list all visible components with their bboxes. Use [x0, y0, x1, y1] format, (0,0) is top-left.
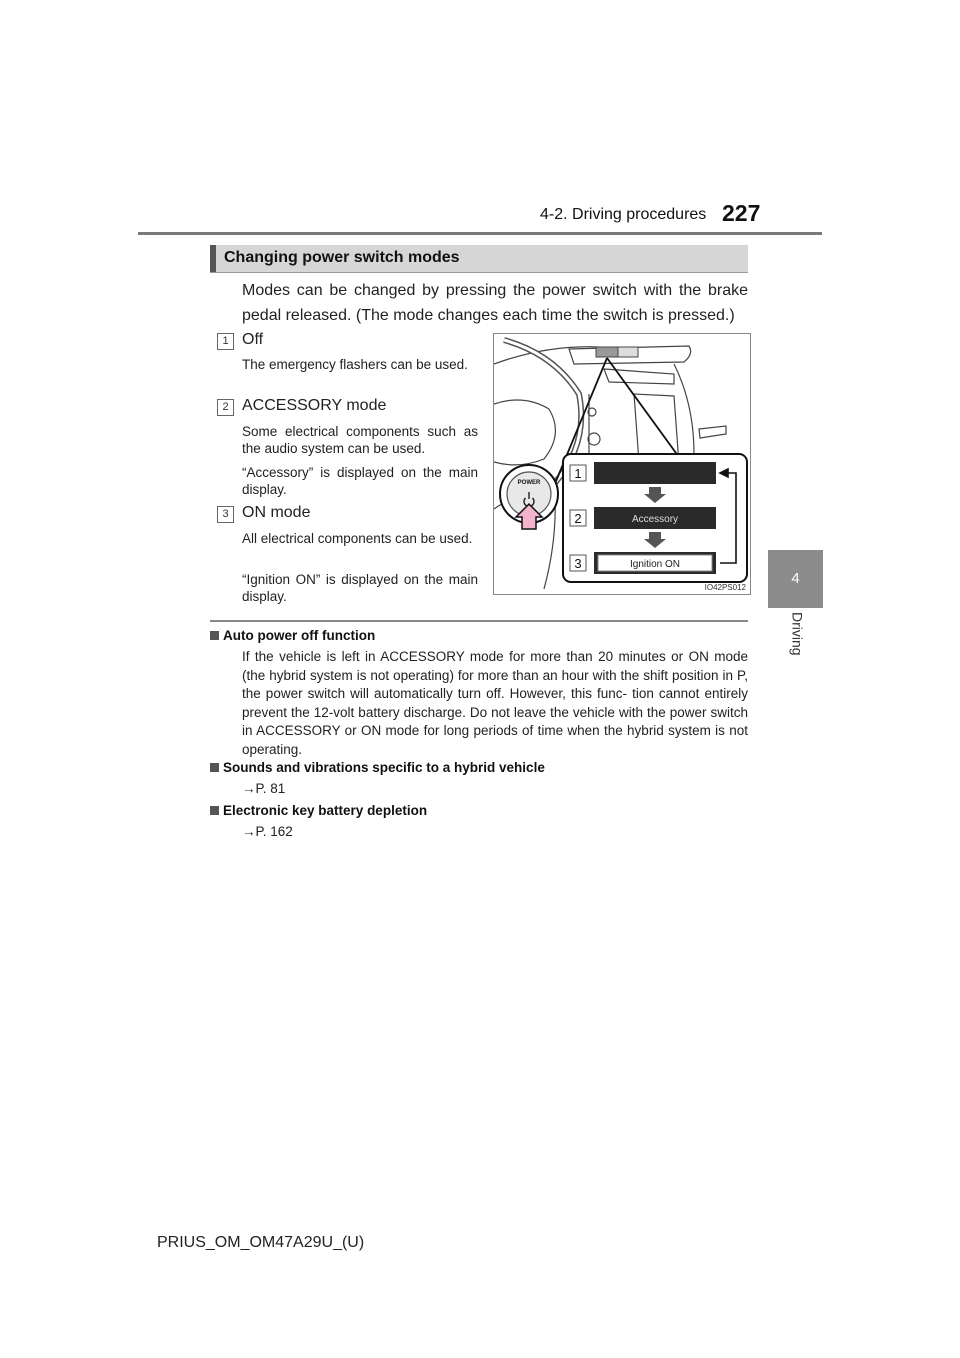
- note-title: Electronic key battery depletion: [223, 803, 428, 818]
- mode-title: Off: [242, 331, 264, 348]
- document-code: PRIUS_OM_OM47A29U_(U): [157, 1234, 365, 1251]
- bullet-square-icon: [210, 631, 219, 640]
- page-reference-link[interactable]: →P. 81: [242, 781, 286, 796]
- header-rule: [138, 232, 822, 235]
- note-heading: [210, 803, 427, 818]
- mode-description: Some electrical components such as the audio system can be used.: [242, 424, 478, 456]
- note-heading: [210, 628, 375, 643]
- callout-number: 1: [574, 466, 582, 481]
- intro-paragraph: Modes can be changed by pressing the power switch with the brake pedal released. (The mode changes each time the switch is pressed.): [242, 282, 748, 324]
- title-accent: [210, 245, 216, 272]
- page-number: 227: [722, 200, 761, 226]
- callout-number: 3: [574, 556, 582, 571]
- chapter-label: Driving: [789, 612, 806, 656]
- mode-title: ON mode: [242, 504, 311, 521]
- mode-number: 2: [217, 399, 234, 416]
- bullet-square-icon: [210, 763, 219, 772]
- section-divider: [210, 620, 748, 622]
- display-highlight: [596, 347, 618, 357]
- power-label: POWER: [517, 480, 541, 486]
- note-title: Auto power off function: [223, 628, 376, 643]
- callout-number: 2: [574, 511, 582, 526]
- note-heading: [210, 760, 545, 775]
- mode-description: All electrical components can be used.: [242, 531, 473, 546]
- mode-number: 1: [217, 333, 234, 350]
- section-title: Changing power switch modes: [224, 249, 460, 266]
- mode-description: The emergency flashers can be used.: [242, 357, 468, 372]
- mode-description: “Accessory” is displayed on the main display.: [242, 465, 478, 497]
- display-accessory-text: Accessory: [631, 514, 679, 525]
- dashboard-drawing: [494, 334, 750, 594]
- power-switch-illustration: [493, 333, 751, 595]
- chapter-tab[interactable]: 4: [768, 550, 823, 608]
- note-body: If the vehicle is left in ACCESSORY mode for more than 20 minutes or ON mode (the hybrid system is not operating) for more than an hour with the shift position in P, the power switch will automatically turn off. However, this func- tion cannot entirely prevent the 12-volt battery discharge. Do not leave the vehicle with the power switch in ACCESSORY or ON mode for long periods of time when the hybrid system is not operating.: [242, 649, 748, 757]
- mode-description: “Ignition ON” is displayed on the main display.: [242, 572, 478, 604]
- image-code: IO42PS012: [704, 583, 746, 592]
- bullet-square-icon: [210, 806, 219, 815]
- display-ignition-text: Ignition ON: [629, 559, 681, 570]
- page-reference-link[interactable]: →P. 162: [242, 824, 293, 839]
- section-title-bar: [210, 245, 748, 273]
- display-off: [594, 462, 716, 484]
- section-header: 4-2. Driving procedures: [540, 206, 707, 223]
- mode-title: ACCESSORY mode: [242, 397, 387, 414]
- mode-number: 3: [217, 506, 234, 523]
- note-title: Sounds and vibrations specific to a hybrid vehicle: [223, 760, 545, 775]
